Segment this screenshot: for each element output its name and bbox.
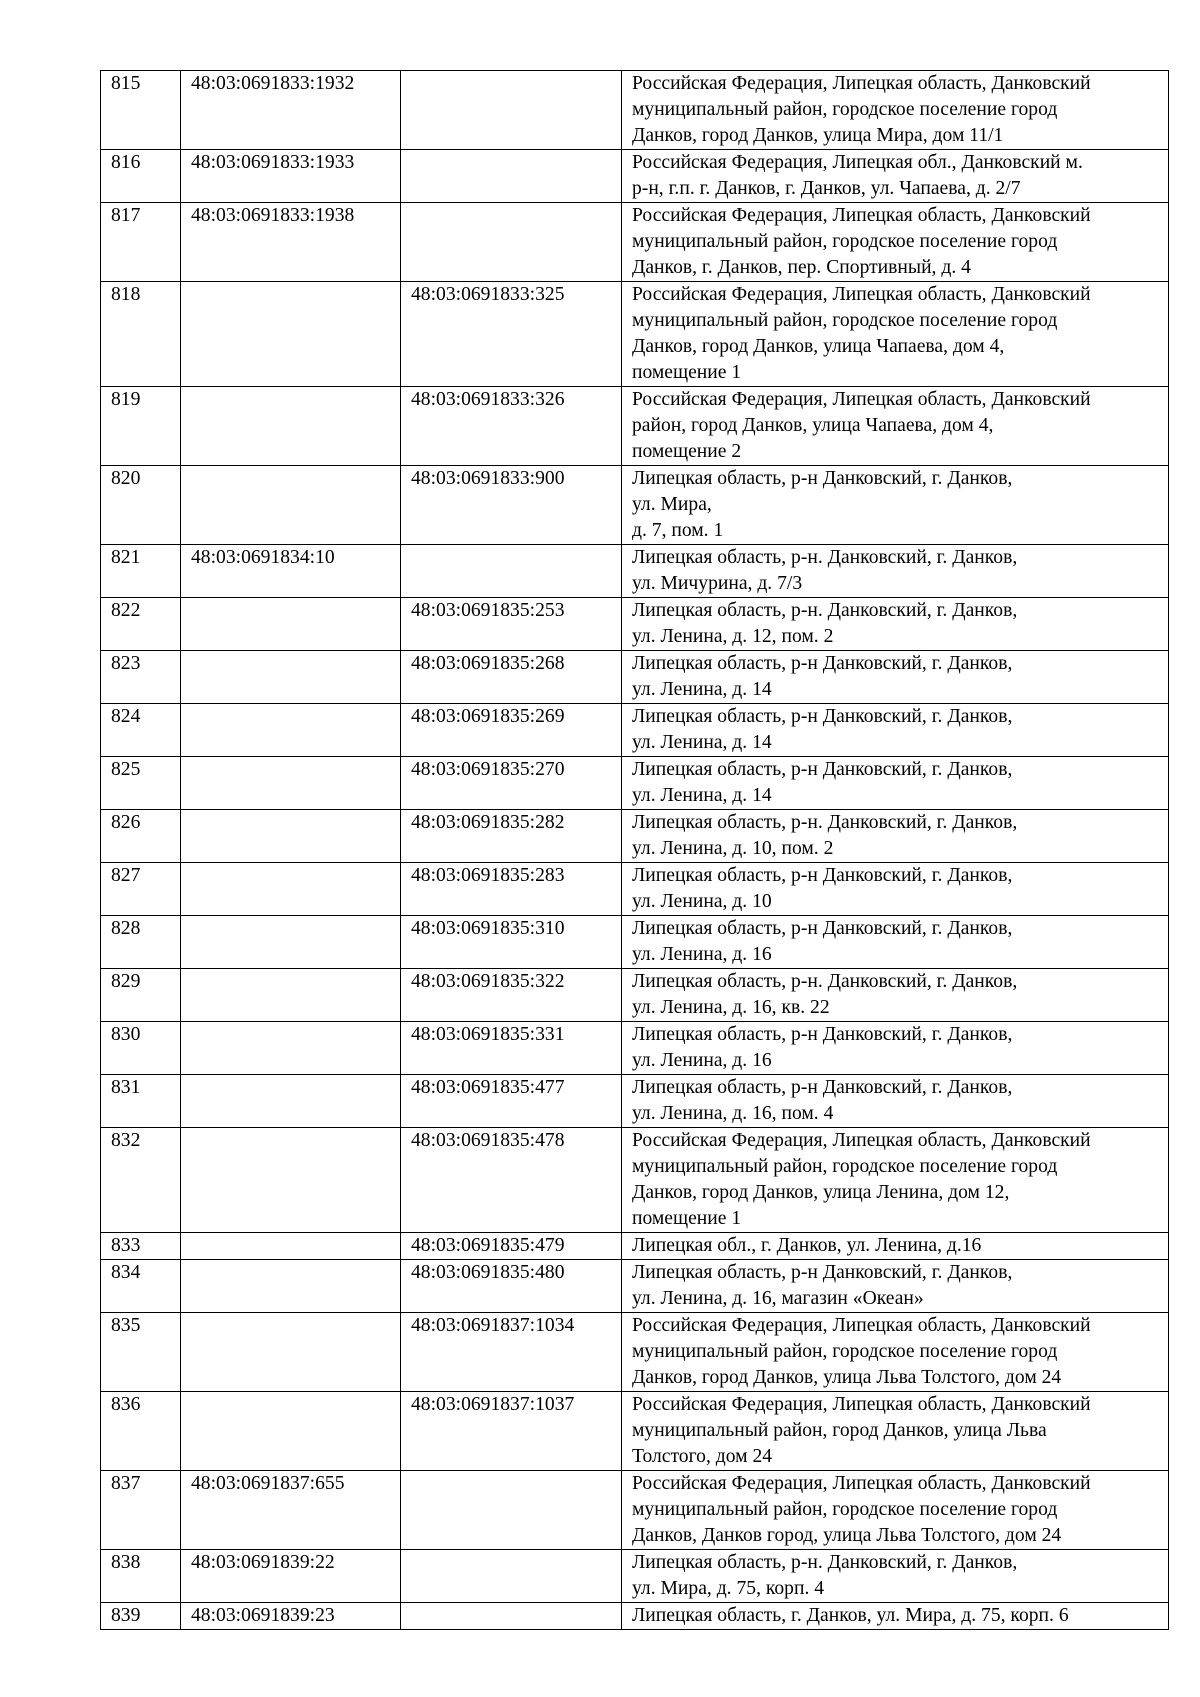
row-number-cell: 822: [101, 598, 181, 651]
object-cadastral-number-cell: 48:03:0691835:270: [401, 757, 622, 810]
table-row: [101, 863, 1169, 916]
object-cadastral-number-cell: [401, 203, 622, 282]
object-cadastral-number-cell: 48:03:0691835:282: [401, 810, 622, 863]
row-number-cell: 839: [101, 1603, 181, 1630]
table-row: [101, 969, 1169, 1022]
object-cadastral-number-cell: 48:03:0691837:1034: [401, 1313, 622, 1392]
table-row: [101, 282, 1169, 387]
object-cadastral-number-cell: 48:03:0691835:283: [401, 863, 622, 916]
land-cadastral-number-cell: [181, 1022, 401, 1075]
address-cell: Липецкая область, р-н. Данковский, г. Данков, ул. Ленина, д. 10, пом. 2: [622, 810, 1169, 863]
table-row: [101, 1471, 1169, 1550]
row-number-cell: 835: [101, 1313, 181, 1392]
object-cadastral-number-cell: 48:03:0691835:480: [401, 1260, 622, 1313]
land-cadastral-number-cell: [181, 1233, 401, 1260]
land-cadastral-number-cell: [181, 1128, 401, 1233]
object-cadastral-number-cell: 48:03:0691833:326: [401, 387, 622, 466]
address-cell: Липецкая область, р-н Данковский, г. Данков, ул. Ленина, д. 14: [622, 704, 1169, 757]
table-row: [101, 545, 1169, 598]
row-number-cell: 838: [101, 1550, 181, 1603]
object-cadastral-number-cell: 48:03:0691835:322: [401, 969, 622, 1022]
address-cell: Российская Федерация, Липецкая область, Данковский муниципальный район, городское поселение город Данков, город Данков, улица Ленина, дом 12, помещение 1: [622, 1128, 1169, 1233]
row-number-cell: 833: [101, 1233, 181, 1260]
object-cadastral-number-cell: 48:03:0691835:331: [401, 1022, 622, 1075]
row-number-cell: 816: [101, 150, 181, 203]
address-cell: Липецкая область, р-н Данковский, г. Данков, ул. Ленина, д. 14: [622, 651, 1169, 704]
object-cadastral-number-cell: [401, 1471, 622, 1550]
object-cadastral-number-cell: 48:03:0691835:269: [401, 704, 622, 757]
table-row: [101, 1550, 1169, 1603]
table-row: [101, 916, 1169, 969]
row-number-cell: 820: [101, 466, 181, 545]
land-cadastral-number-cell: 48:03:0691839:22: [181, 1550, 401, 1603]
row-number-cell: 826: [101, 810, 181, 863]
address-cell: Липецкая область, р-н Данковский, г. Данков, ул. Ленина, д. 16, магазин «Океан»: [622, 1260, 1169, 1313]
land-cadastral-number-cell: [181, 466, 401, 545]
address-cell: Российская Федерация, Липецкая обл., Данковский м. р-н, г.п. г. Данков, г. Данков, ул. Чапаева, д. 2/7: [622, 150, 1169, 203]
address-cell: Липецкая область, р-н. Данковский, г. Данков, ул. Мичурина, д. 7/3: [622, 545, 1169, 598]
object-cadastral-number-cell: 48:03:0691835:478: [401, 1128, 622, 1233]
object-cadastral-number-cell: [401, 1603, 622, 1630]
address-cell: Липецкая область, г. Данков, ул. Мира, д. 75, корп. 6: [622, 1603, 1169, 1630]
object-cadastral-number-cell: 48:03:0691835:268: [401, 651, 622, 704]
table-row: [101, 1022, 1169, 1075]
table-row: [101, 1392, 1169, 1471]
address-cell: Российская Федерация, Липецкая область, Данковский муниципальный район, городское поселение город Данков, город Данков, улица Мира, дом 11/1: [622, 71, 1169, 150]
land-cadastral-number-cell: [181, 1392, 401, 1471]
object-cadastral-number-cell: [401, 150, 622, 203]
registry-table-body: [101, 71, 1169, 1630]
object-cadastral-number-cell: 48:03:0691835:479: [401, 1233, 622, 1260]
row-number-cell: 818: [101, 282, 181, 387]
row-number-cell: 828: [101, 916, 181, 969]
object-cadastral-number-cell: 48:03:0691835:310: [401, 916, 622, 969]
table-row: [101, 598, 1169, 651]
address-cell: Липецкая область, р-н. Данковский, г. Данков, ул. Мира, д. 75, корп. 4: [622, 1550, 1169, 1603]
object-cadastral-number-cell: 48:03:0691833:325: [401, 282, 622, 387]
object-cadastral-number-cell: [401, 71, 622, 150]
address-cell: Липецкая область, р-н. Данковский, г. Данков, ул. Ленина, д. 16, кв. 22: [622, 969, 1169, 1022]
table-row: [101, 1313, 1169, 1392]
row-number-cell: 824: [101, 704, 181, 757]
table-row: [101, 1128, 1169, 1233]
document-page: [100, 70, 1168, 1630]
row-number-cell: 837: [101, 1471, 181, 1550]
address-cell: Российская Федерация, Липецкая область, Данковский муниципальный район, город Данков, улица Льва Толстого, дом 24: [622, 1392, 1169, 1471]
object-cadastral-number-cell: 48:03:0691835:253: [401, 598, 622, 651]
address-cell: Липецкая область, р-н Данковский, г. Данков, ул. Ленина, д. 10: [622, 863, 1169, 916]
object-cadastral-number-cell: [401, 545, 622, 598]
row-number-cell: 819: [101, 387, 181, 466]
row-number-cell: 817: [101, 203, 181, 282]
land-cadastral-number-cell: 48:03:0691839:23: [181, 1603, 401, 1630]
row-number-cell: 829: [101, 969, 181, 1022]
address-cell: Липецкая область, р-н Данковский, г. Данков, ул. Ленина, д. 16, пом. 4: [622, 1075, 1169, 1128]
row-number-cell: 836: [101, 1392, 181, 1471]
land-cadastral-number-cell: [181, 387, 401, 466]
land-cadastral-number-cell: 48:03:0691834:10: [181, 545, 401, 598]
table-row: [101, 1603, 1169, 1630]
land-cadastral-number-cell: 48:03:0691833:1933: [181, 150, 401, 203]
land-cadastral-number-cell: [181, 969, 401, 1022]
table-row: [101, 651, 1169, 704]
land-cadastral-number-cell: [181, 282, 401, 387]
property-registry-table: [100, 70, 1169, 1630]
table-row: [101, 203, 1169, 282]
land-cadastral-number-cell: [181, 916, 401, 969]
table-row: [101, 466, 1169, 545]
table-row: [101, 704, 1169, 757]
land-cadastral-number-cell: 48:03:0691833:1932: [181, 71, 401, 150]
row-number-cell: 830: [101, 1022, 181, 1075]
land-cadastral-number-cell: [181, 1075, 401, 1128]
table-row: [101, 387, 1169, 466]
object-cadastral-number-cell: 48:03:0691837:1037: [401, 1392, 622, 1471]
land-cadastral-number-cell: 48:03:0691837:655: [181, 1471, 401, 1550]
table-row: [101, 757, 1169, 810]
address-cell: Российская Федерация, Липецкая область, Данковский район, город Данков, улица Чапаева, дом 4, помещение 2: [622, 387, 1169, 466]
row-number-cell: 832: [101, 1128, 181, 1233]
row-number-cell: 821: [101, 545, 181, 598]
row-number-cell: 823: [101, 651, 181, 704]
address-cell: Российская Федерация, Липецкая область, Данковский муниципальный район, городское поселение город Данков, Данков город, улица Льва Толстого, дом 24: [622, 1471, 1169, 1550]
table-row: [101, 150, 1169, 203]
land-cadastral-number-cell: [181, 651, 401, 704]
land-cadastral-number-cell: [181, 704, 401, 757]
land-cadastral-number-cell: [181, 810, 401, 863]
land-cadastral-number-cell: [181, 757, 401, 810]
land-cadastral-number-cell: [181, 1313, 401, 1392]
address-cell: Липецкая область, р-н Данковский, г. Данков, ул. Мира, д. 7, пом. 1: [622, 466, 1169, 545]
table-row: [101, 810, 1169, 863]
address-cell: Российская Федерация, Липецкая область, Данковский муниципальный район, городское поселение город Данков, город Данков, улица Чапаева, дом 4, помещение 1: [622, 282, 1169, 387]
table-row: [101, 1233, 1169, 1260]
object-cadastral-number-cell: [401, 1550, 622, 1603]
table-row: [101, 1075, 1169, 1128]
row-number-cell: 827: [101, 863, 181, 916]
land-cadastral-number-cell: 48:03:0691833:1938: [181, 203, 401, 282]
land-cadastral-number-cell: [181, 863, 401, 916]
address-cell: Липецкая область, р-н Данковский, г. Данков, ул. Ленина, д. 16: [622, 1022, 1169, 1075]
land-cadastral-number-cell: [181, 1260, 401, 1313]
address-cell: Липецкая область, р-н Данковский, г. Данков, ул. Ленина, д. 16: [622, 916, 1169, 969]
address-cell: Российская Федерация, Липецкая область, Данковский муниципальный район, городское поселение город Данков, город Данков, улица Льва Толстого, дом 24: [622, 1313, 1169, 1392]
address-cell: Российская Федерация, Липецкая область, Данковский муниципальный район, городское поселение город Данков, г. Данков, пер. Спортивный, д. 4: [622, 203, 1169, 282]
table-row: [101, 71, 1169, 150]
row-number-cell: 831: [101, 1075, 181, 1128]
row-number-cell: 834: [101, 1260, 181, 1313]
land-cadastral-number-cell: [181, 598, 401, 651]
row-number-cell: 825: [101, 757, 181, 810]
object-cadastral-number-cell: 48:03:0691835:477: [401, 1075, 622, 1128]
object-cadastral-number-cell: 48:03:0691833:900: [401, 466, 622, 545]
address-cell: Липецкая область, р-н Данковский, г. Данков, ул. Ленина, д. 14: [622, 757, 1169, 810]
table-row: [101, 1260, 1169, 1313]
address-cell: Липецкая обл., г. Данков, ул. Ленина, д.16: [622, 1233, 1169, 1260]
address-cell: Липецкая область, р-н. Данковский, г. Данков, ул. Ленина, д. 12, пом. 2: [622, 598, 1169, 651]
row-number-cell: 815: [101, 71, 181, 150]
